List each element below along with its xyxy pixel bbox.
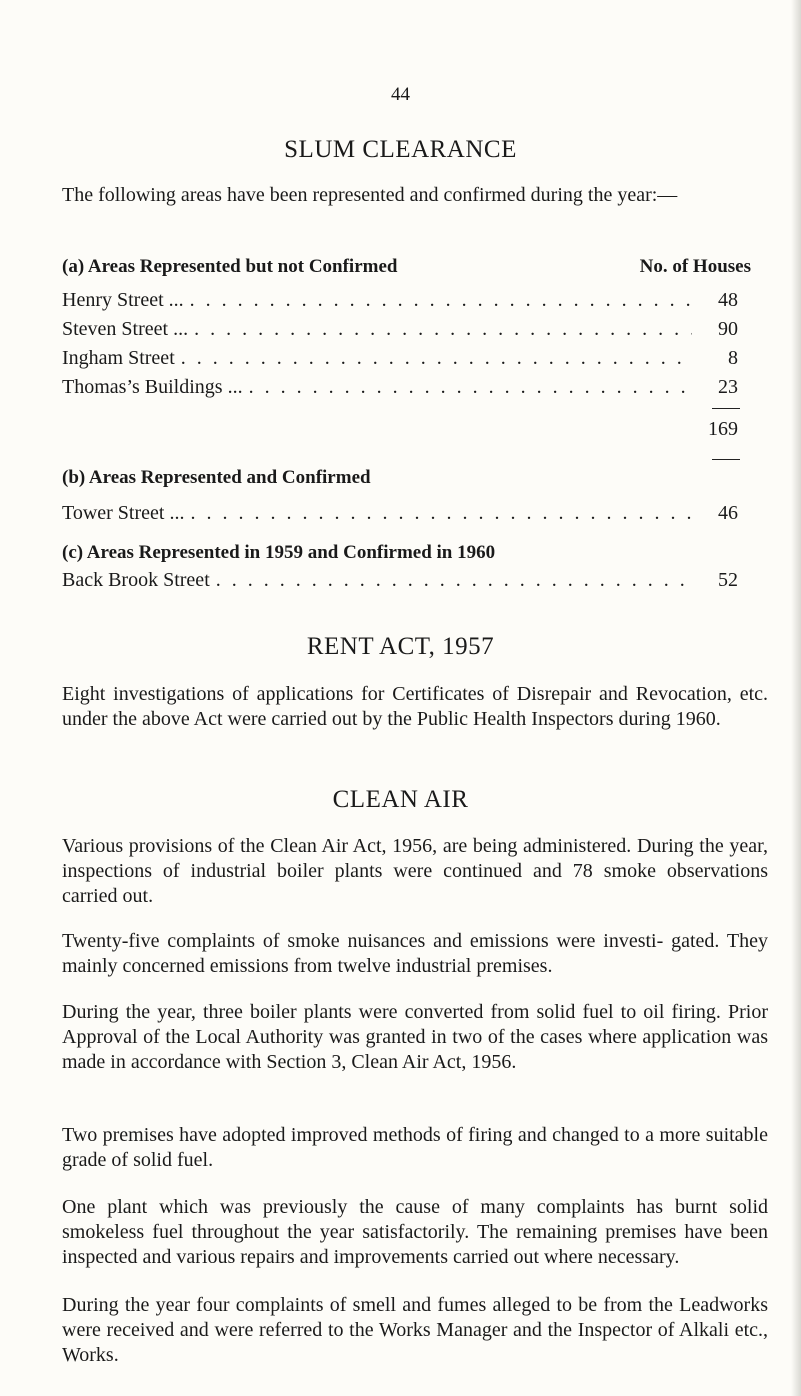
page-number: 44 (391, 84, 410, 105)
table-row (62, 376, 738, 402)
leader-dots (190, 502, 692, 525)
table-row (62, 318, 738, 344)
house-count: 48 (718, 289, 738, 311)
house-count: 90 (718, 318, 738, 340)
house-count: 46 (718, 502, 738, 524)
total-rule-bottom (712, 459, 740, 460)
house-count: 8 (728, 347, 738, 369)
leader-dots (181, 347, 692, 370)
section-a-heading: (a) Areas Represented but not Confirmed (62, 256, 398, 277)
table-row (62, 347, 738, 373)
table-row (62, 289, 738, 315)
page-edge-shadow (791, 0, 801, 1396)
street-name: Ingham Street (62, 347, 175, 369)
leader-dots (249, 376, 692, 399)
street-name: Steven Street ... (62, 318, 189, 340)
leader-dots (190, 289, 692, 312)
clean-air-paragraph: Various provisions of the Clean Air Act, 1956, are being administered. During the year, inspections of industrial boiler plants were continued and 78 smoke observations carried out. (62, 835, 768, 907)
slum-intro-paragraph: The following areas have been represented and confirmed during the year:— (62, 184, 678, 206)
leader-dots (216, 569, 692, 592)
table-row (62, 569, 738, 595)
rent-act-paragraph: Eight investigations of applications for Certificates of Disrepair and Revocation, etc. under the above Act were carried out by the Public Health Inspectors during 1960. (62, 683, 768, 730)
slum-clearance-title: SLUM CLEARANCE (284, 136, 517, 163)
clean-air-paragraph: Two premises have adopted improved methods of firing and changed to a more suitable grade of solid fuel. (62, 1124, 768, 1171)
total-rule-top (712, 408, 740, 409)
clean-air-paragraph: One plant which was previously the cause of many complaints has burnt solid smokeless fuel throughout the year satisfactorily. The remaining premises have been inspected and various repairs and improvements carried out where necessary. (62, 1196, 768, 1268)
clean-air-paragraph: During the year, three boiler plants were converted from solid fuel to oil firing. Prior Approval of the Local Authority was granted in two of the cases where application was made in accordance with Section 3, Clean Air Act, 1956. (62, 1001, 768, 1073)
section-b-heading: (b) Areas Represented and Confirmed (62, 467, 371, 488)
clean-air-title: CLEAN AIR (332, 786, 469, 813)
section-a-total: 169 (708, 418, 738, 440)
table-row (62, 502, 738, 528)
rent-act-title: RENT ACT, 1957 (306, 633, 495, 660)
houses-column-heading: No. of Houses (639, 256, 751, 277)
street-name: Tower Street ... (62, 502, 185, 524)
section-c-heading: (c) Areas Represented in 1959 and Confirmed in 1960 (62, 542, 496, 563)
clean-air-paragraph: During the year four complaints of smell and fumes alleged to be from the Leadworks were received and were referred to the Works Manager and the Inspector of Alkali etc., Works. (62, 1294, 768, 1366)
street-name: Henry Street ... (62, 289, 184, 311)
house-count: 23 (718, 376, 738, 398)
house-count: 52 (718, 569, 738, 591)
leader-dots (194, 318, 692, 341)
street-name: Thomas’s Buildings ... (62, 376, 243, 398)
clean-air-paragraph: Twenty-five complaints of smoke nuisances and emissions were investi- gated. They mainly concerned emissions from twelve industrial premises. (62, 930, 768, 977)
street-name: Back Brook Street (62, 569, 210, 591)
